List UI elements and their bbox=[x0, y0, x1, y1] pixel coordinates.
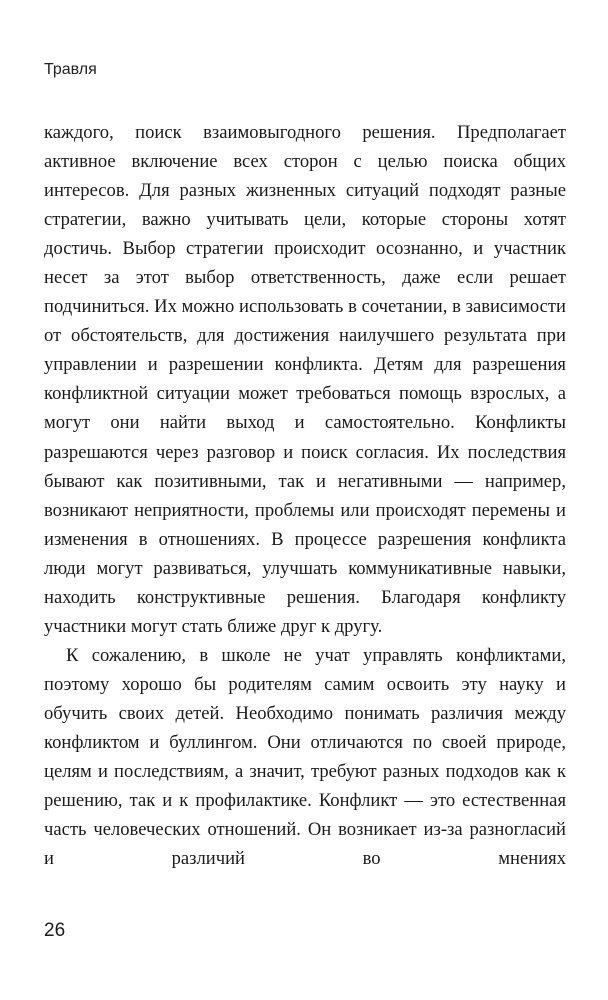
page-number: 26 bbox=[44, 920, 66, 941]
paragraph-1: каждого, поиск взаимовыгодного решения. Предполагает активное включение всех сторон с целью поиска общих интересов. Для разных жизненных ситуаций подходят разные стратегии, важно учитывать цели, которые стороны хотят достичь. Выбор стратегии происходит осознанно, и участник несет за этот выбор ответственность, даже если решает подчиниться. Их можно использовать в сочетании, в зависимости от обстоятельств, для достижения наилучшего результата при управлении и разрешении конфликта. Детям для разрешения конфликтной ситуации может требоваться помощь взрослых, а могут они найти выход и самостоятельно. Конфликты разрешаются через разговор и поиск согласия. Их последствия бывают как позитивными, так и негативными — например, возникают неприятности, проблемы или происходят перемены и изменения в отношениях. В процессе разрешения конфликта люди могут развиваться, улучшать коммуникативные навыки, находить конструктивные решения. Благодаря конфликту участники могут стать ближе друг к другу. bbox=[44, 122, 566, 637]
body-text bbox=[44, 118, 566, 873]
running-head: Травля bbox=[44, 61, 97, 78]
paragraph-2: К сожалению, в школе не учат управлять конфликтами, поэтому хорошо бы родителям самим освоить эту науку и обучить своих детей. Необходимо понимать различия между конфликтом и буллингом. Они отличаются по своей природе, целям и последствиям, а значит, требуют разных подходов как к решению, так и к профилактике. Конфликт — это естественная часть человеческих отношений. Он возникает из-за разногласий и различий во мнениях bbox=[44, 644, 566, 870]
